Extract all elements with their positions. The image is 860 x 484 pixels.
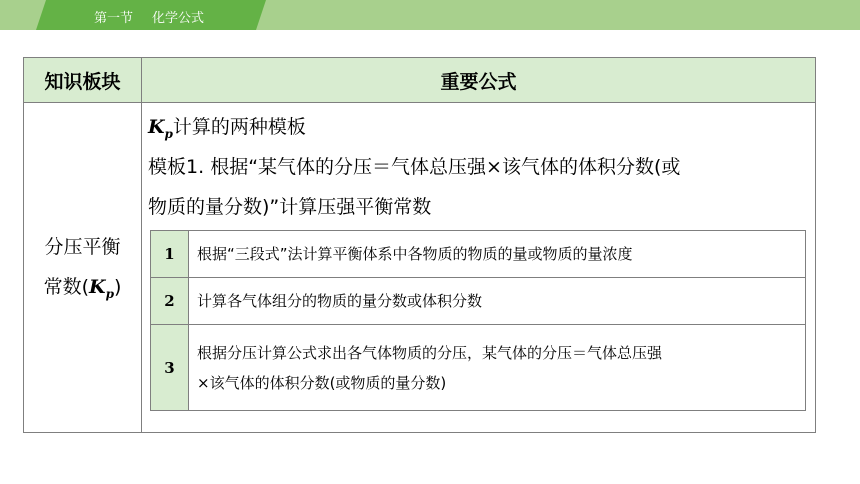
category-prefix: 常数(	[43, 275, 90, 298]
category-line1: 分压平衡	[44, 235, 121, 258]
step-number: 3	[151, 325, 189, 411]
table-row	[24, 103, 816, 433]
kp-symbol: K	[89, 275, 106, 298]
category-cell	[24, 103, 142, 433]
step-text-line2: ×该气体的体积分数(或物质的量分数)	[197, 373, 447, 392]
table-header-row	[24, 58, 816, 103]
step-number: 1	[151, 231, 189, 278]
step-number: 2	[151, 278, 189, 325]
content-cell	[142, 103, 816, 433]
header-knowledge-block: 知识板块	[24, 58, 142, 103]
template-line1	[148, 147, 809, 187]
template-line2: 物质的量分数)”计算压强平衡常数	[148, 196, 432, 218]
step-text: 计算各气体组分的物质的量分数或体积分数	[189, 278, 806, 325]
content-title	[148, 107, 809, 147]
top-banner	[0, 0, 860, 30]
header-important-formula: 重要公式	[142, 58, 816, 103]
step-text	[189, 325, 806, 411]
template-label: 模板1.	[148, 156, 205, 178]
title-symbol: K	[148, 116, 165, 138]
category-suffix: )	[113, 275, 122, 298]
step-row	[151, 325, 806, 411]
title-subscript: p	[164, 127, 173, 141]
step-text-line1: 根据分压计算公式求出各气体物质的分压，某气体的分压＝气体总压强	[197, 343, 663, 362]
section-tab	[36, 0, 266, 30]
title-text: 计算的两种模板	[172, 116, 306, 138]
kp-subscript: p	[105, 286, 114, 301]
category-line2	[24, 267, 141, 309]
formula-table	[23, 57, 816, 433]
step-text: 根据“三段式”法计算平衡体系中各物质的物质的量或物质的量浓度	[189, 231, 806, 278]
template-text1: 根据“某气体的分压＝气体总压强×该气体的体积分数(或	[210, 156, 681, 178]
chapter-label: 化学公式	[152, 11, 205, 26]
section-label: 第一节	[94, 11, 134, 26]
step-row	[151, 278, 806, 325]
step-row	[151, 231, 806, 278]
steps-table	[150, 230, 806, 411]
